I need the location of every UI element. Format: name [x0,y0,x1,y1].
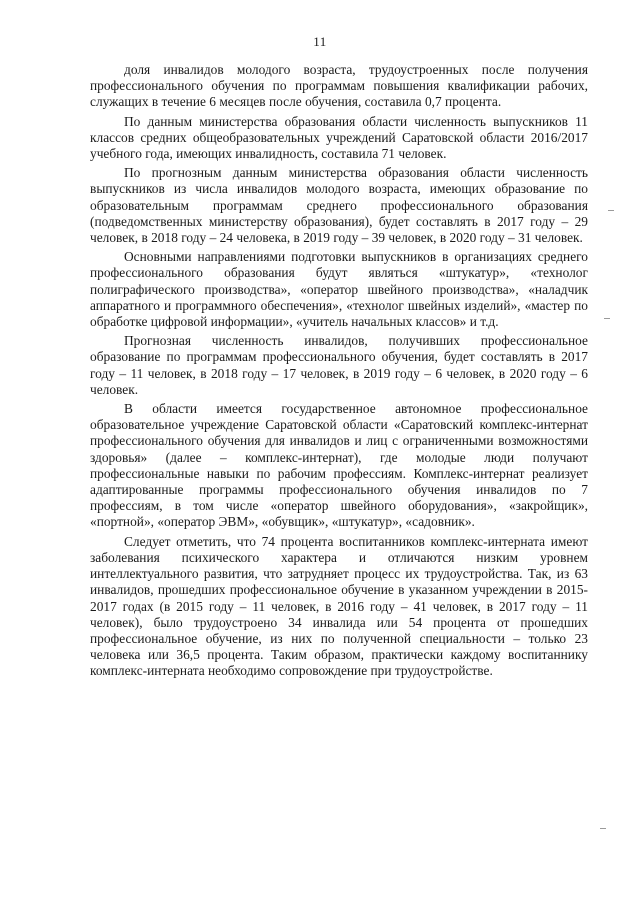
scan-artifact [608,210,614,211]
scan-artifact [600,828,606,829]
paragraph-training-directions: Основными направлениями подготовки выпускников в организациях среднего профессионального образования будут являться «штукатур», «технолог полиграфического производства», «оператор швейного производства», «наладчик аппаратного и программного обеспечения», «технолог швейных изделий», «мастер по обработке цифровой информации», «учитель начальных классов» и т.д. [90,249,588,330]
scan-artifact [604,318,610,319]
page-number: 11 [313,34,327,49]
paragraph-vocational-forecast: По прогнозным данным министерства образования области численность выпускников из числа инвалидов молодого возраста, имеющих образование по образовательным программам среднего профессионального образования (подведомственных министерству образования), будет составлять в 2017 году – 29 человек, в 2018 году – 24 человека, в 2019 году – 39 человек, в 2020 году – 31 человек. [90,165,588,246]
document-body [90,62,588,683]
paragraph-employment-difficulties: Следует отметить, что 74 процента воспитанников комплекс-интерната имеют заболевания психического характера и отличаются низким уровнем интеллектуального развития, что затрудняет процесс их трудоустройства. Так, из 63 инвалидов, прошедших профессиональное обучение в указанном учреждении в 2015-2017 годах (в 2015 году – 11 человек, в 2016 году – 41 человек, в 2017 году – 11 человек), было трудоустроено 34 инвалида или 54 процента от прошедших профессиональное обучение, из них по полученной специальности – только 23 человека или 36,5 процента. Таким образом, практически каждому воспитаннику комплекс-интерната необходимо сопровождение при трудоустройстве. [90,533,588,679]
paragraph-youth-employment-share: доля инвалидов молодого возраста, трудоустроенных после получения профессионального обучения по программам повышения квалификации рабочих, служащих в течение 6 месяцев после обучения, составила 0,7 процента. [90,62,588,110]
paragraph-graduates-11-classes: По данным министерства образования области численность выпускников 11 классов средних общеобразовательных учреждений Саратовской области 2016/2017 учебного года, имеющих инвалидность, составила 71 человек. [90,113,588,162]
paragraph-boarding-complex: В области имеется государственное автономное профессиональное образовательное учреждение Саратовской области «Саратовский комплекс-интернат профессионального обучения для инвалидов и лиц с ограниченными возможностями здоровья» (далее – комплекс-интернат), где молодые люди получают профессиональные навыки по рабочим профессиям. Комплекс-интернат реализует адаптированные программы профессионального обучения инвалидов по 7 профессиям, в том числе «оператор швейного оборудования», «закройщик», «портной», «оператор ЭВМ», «обувщик», «штукатур», «садовник». [90,401,588,530]
paragraph-training-forecast: Прогнозная численность инвалидов, получивших профессиональное образование по программам профессионального обучения, будет составлять в 2017 году – 11 человек, в 2018 году – 17 человек, в 2019 году – 6 человек, в 2020 году – 6 человек. [90,333,588,397]
